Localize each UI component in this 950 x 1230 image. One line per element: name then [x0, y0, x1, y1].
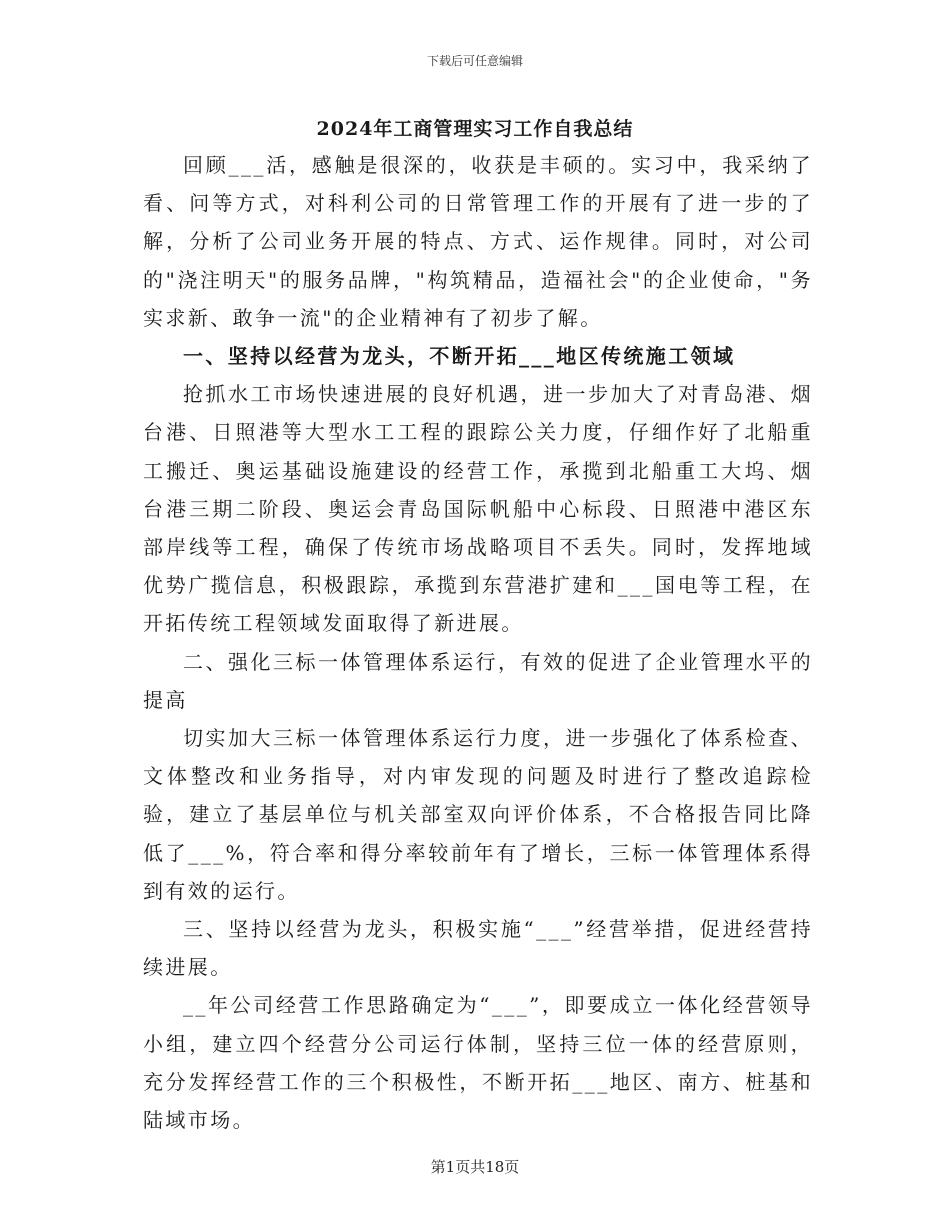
document-body: [143, 146, 813, 1139]
section-heading-2: 二、强化三标一体管理体系运行，有效的促进了企业管理水平的提高: [143, 649, 813, 712]
paragraph-section-1: 抢抓水工市场快速进展的良好机遇，进一步加大了对青岛港、烟台港、日照港等大型水工工程的跟踪公关力度，仔细作好了北船重工搬迁、奥运基础设施建设的经营工作，承揽到北船重工大坞、烟台港三期二阶段、奥运会青岛国际帆船中心标段、日照港中港区东部岸线等工程，确保了传统市场战略项目不丢失。同时，发挥地域优势广揽信息，积极跟踪，承揽到东营港扩建和___国电等工程，在开拓传统工程领域发面取得了新进展。: [143, 382, 813, 636]
page-footer: 第1页共18页: [430, 1158, 520, 1176]
section-heading-1: 一、坚持以经营为龙头，不断开拓___地区传统施工领域: [183, 344, 736, 369]
paragraph-section-2: 切实加大三标一体管理体系运行力度，进一步强化了体系检查、文体整改和业务指导，对内审发现的问题及时进行了整改追踪检验，建立了基层单位与机关部室双向评价体系，不合格报告同比降低了___%，符合率和得分率较前年有了增长，三标一体管理体系得到有效的运行。: [143, 726, 813, 903]
document-title: 2024年工商管理实习工作自我总结: [316, 118, 634, 140]
paragraph-section-3: __年公司经营工作思路确定为“___”，即要成立一体化经营领导小组，建立四个经营分公司运行体制，坚持三位一体的经营原则，充分发挥经营工作的三个积极性，不断开拓___地区、南方、桩基和陆域市场。: [143, 993, 813, 1133]
paragraph-intro: 回顾___活，感触是很深的，收获是丰硕的。实习中，我采纳了看、问等方式，对科利公司的日常管理工作的开展有了进一步的了解，分析了公司业务开展的特点、方式、运作规律。同时，对公司的"浇注明天"的服务品牌，"构筑精品，造福社会"的企业使命，"务实求新、敢争一流"的企业精神有了初步了解。: [143, 153, 813, 330]
section-heading-3: 三、坚持以经营为龙头，积极实施“___”经营举措，促进经营持续进展。: [143, 917, 813, 980]
header-note: 下载后可任意编辑: [426, 54, 523, 68]
